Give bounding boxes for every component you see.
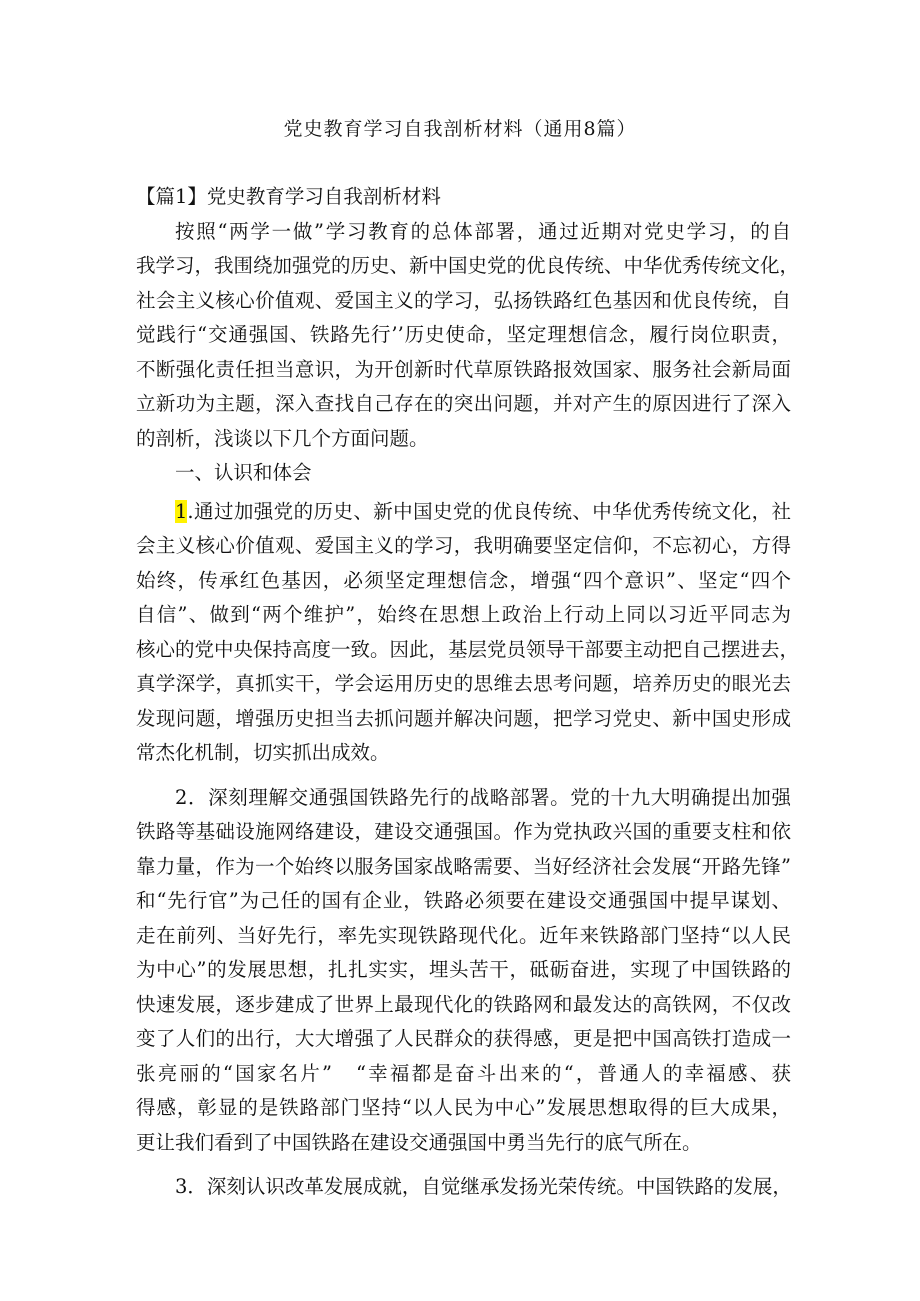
paragraph-line: 变了人们的出行，大大增强了人民群众的获得感，更是把中国高铁打造成一 [136, 1027, 791, 1050]
highlighted-number: 1 [175, 499, 188, 523]
paragraph-line: 和“先行官”为己任的国有企业，铁路必须要在建设交通强国中提早谋划、 [136, 889, 791, 912]
paragraph-line: 我学习，我围绕加强党的历史、新中国史党的优良传统、中华优秀传统文化， [136, 254, 800, 277]
paragraph-line: 立新功为主题，深入查找自己存在的突出问题，并对产生的原因进行了深入 [136, 392, 791, 415]
paragraph-line: 常杰化机制，切实抓出成效。 [136, 741, 390, 764]
document-body [136, 180, 800, 1205]
paragraph-line: 3．深刻认识改革发展成就，自觉继承发扬光荣传统。中国铁路的发展， [175, 1175, 792, 1198]
subheading-understanding: 一、认识和体会 [175, 461, 312, 484]
paragraph-line-text: .通过加强党的历史、新中国史党的优良传统、中华优秀传统文化，社 [187, 499, 791, 523]
paragraph-line: 快速发展，逐步建成了世界上最现代化的铁路网和最发达的高铁网，不仅改 [136, 992, 791, 1016]
paragraph-line: 始终，传承红色基因，必须坚定理想信念，增强“四个意识”、坚定“四个 [136, 568, 791, 592]
section-heading: 【篇1】党史教育学习自我剖析材料 [136, 185, 441, 208]
paragraph-line: 靠力量，作为一个始终以服务国家战略需要、当好经济社会发展“开路先锋” [136, 854, 791, 878]
item-3-paragraph [136, 1170, 791, 1205]
item-1-paragraph [136, 495, 800, 771]
paragraph-line: 社会主义核心价值观、爱国主义的学习，弘扬铁路红色基因和优良传统，自 [136, 288, 791, 312]
paragraph-line: 不断强化责任担当意识，为开创新时代草原铁路报效国家、服务社会新局面 [136, 357, 791, 381]
paragraph-line: 发现问题，增强历史担当去抓问题并解决问题，把学习党史、新中国史形成 [136, 706, 791, 730]
paragraph-line: 张亮丽的“国家名片” “幸福都是奋斗出来的“，普通人的幸福感、获 [136, 1061, 791, 1085]
paragraph-line: 走在前列、当好先行，率先实现铁路现代化。近年来铁路部门坚持“以人民 [136, 923, 791, 947]
paragraph-line: 铁路等基础设施网络建设，建设交通强国。作为党执政兴国的重要支柱和依 [136, 820, 791, 843]
paragraph-line: 按照“两学一做”学习教育的总体部署，通过近期对党史学习，的自 [175, 219, 791, 243]
paragraph-line: 会主义核心价值观、爱国主义的学习，我明确要坚定信仰，不忘初心，方得 [136, 534, 791, 557]
intro-paragraph [136, 215, 800, 457]
paragraph-line: 核心的党中央保持高度一致。因此，基层党员领导干部要主动把自己摆进去， [136, 637, 800, 661]
item-2-paragraph [136, 781, 791, 1161]
document-title: 党史教育学习自我剖析材料（通用8篇） [283, 118, 637, 140]
paragraph-line: 更让我们看到了中国铁路在建设交通强国中勇当先行的底气所在。 [136, 1130, 702, 1154]
paragraph-line: 真学深学，真抓实干，学会运用历史的思维去思考问题，培养历史的眼光去 [136, 672, 791, 695]
paragraph-line: 的剖析，浅谈以下几个方面问题。 [136, 426, 429, 450]
paragraph-line: 自信”、做到“两个维护”，始终在思想上政治上行动上同以习近平同志为 [136, 603, 791, 626]
paragraph-line: 觉践行“交通强国、铁路先行’’历史使命，坚定理想信念，履行岗位职责， [136, 323, 791, 346]
paragraph-line: 得感，彰显的是铁路部门坚持“以人民为中心”发展思想取得的巨大成果， [136, 1096, 791, 1119]
paragraph-line: 为中心”的发展思想，扎扎实实，埋头苦干，砥砺奋进，实现了中国铁路的 [136, 958, 791, 981]
paragraph-line [136, 495, 791, 530]
paragraph-line: 2．深刻理解交通强国铁路先行的战略部署。党的十九大明确提出加强 [175, 785, 791, 809]
